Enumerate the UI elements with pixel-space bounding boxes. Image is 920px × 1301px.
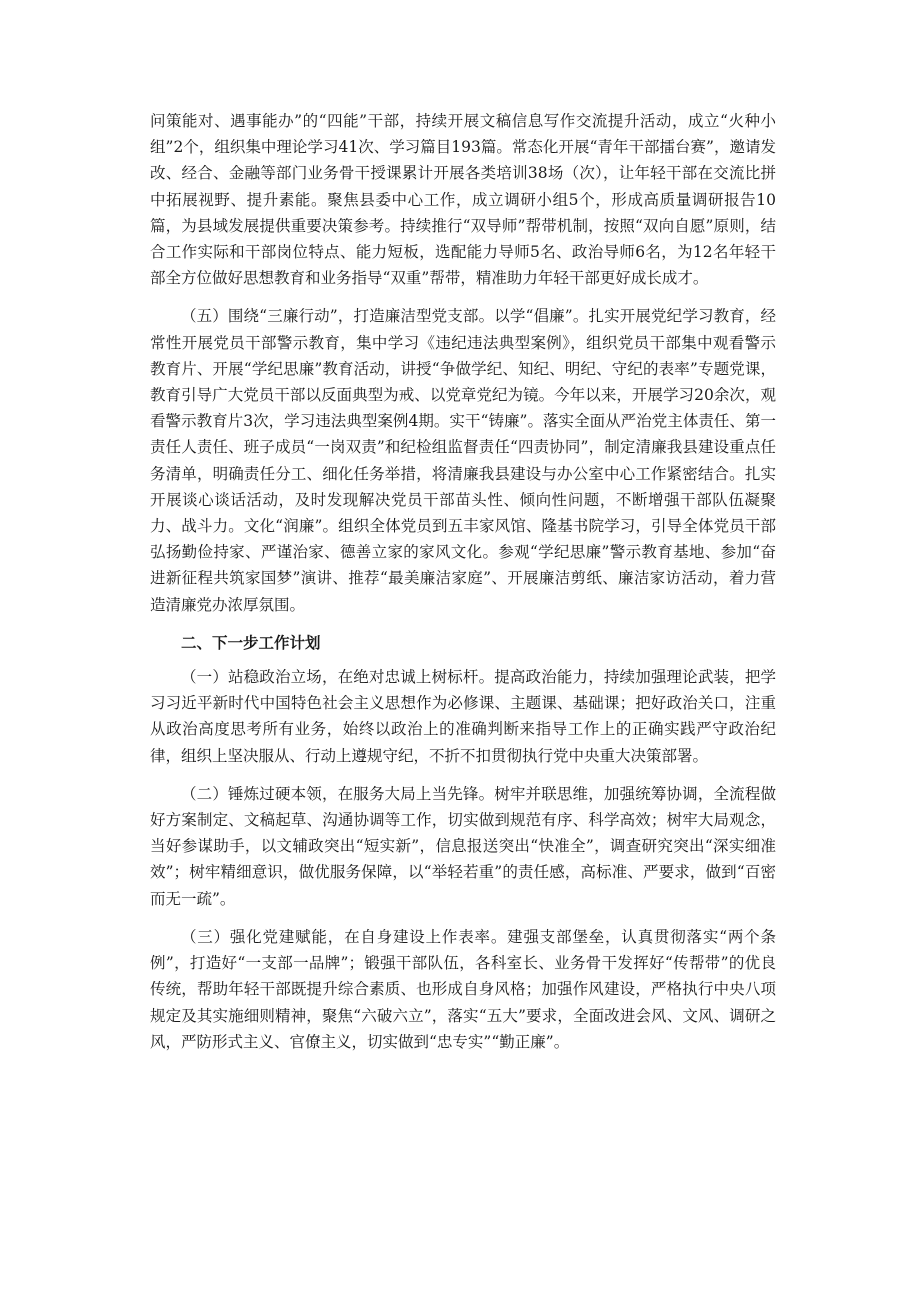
paragraph-party-building: （三）强化党建赋能，在自身建设上作表率。建强支部堡垒，认真贯彻落实“两个条例”，打造好“一支部一品牌”；锻强干部队伍，各科室长、业务骨干发挥好“传帮带”的优良传统，帮助年轻干部既提升综合素质、也形成自身风格；加强作风建设，严格执行中央八项规定及其实施细则精神，聚焦“六破六立”，落实“五大”要求，全面改进会风、文风、调研之风，严防形式主义、官僚主义，切实做到“忠专实”“勤正廉”。 <box>150 927 776 1051</box>
paragraph-political-stance: （一）站稳政治立场，在绝对忠诚上树标杆。提高政治能力，持续加强理论武装，把学习习近平新时代中国特色社会主义思想作为必修课、主题课、基础课；把好政治关口，注重从政治高度思考所有业务，始终以政治上的准确判断来指导工作上的正确实践严守政治纪律，组织上坚决服从、行动上遵规守纪，不折不扣贯彻执行党中央重大决策部署。 <box>150 668 776 765</box>
paragraph-service-overall: （二）锤炼过硬本领，在服务大局上当先锋。树牢并联思维，加强统筹协调，全流程做好方案制定、文稿起草、沟通协调等工作，切实做到规范有序、科学高效；树牢大局观念，当好参谋助手，以文辅政突出“短实新”，信息报送突出“快准全”，调查研究突出“深实细准效”；树牢精细意识，做优服务保障，以“举轻若重”的责任感，高标准、严要求，做到“百密而无一疏”。 <box>150 784 776 908</box>
document-body <box>150 108 776 1067</box>
section-heading-next-plan: 二、下一步工作计划 <box>181 633 321 652</box>
paragraph-cadre-training: 问策能对、遇事能办”的“四能”干部，持续开展文稿信息写作交流提升活动，成立“火种小组”2个，组织集中理论学习41次、学习篇目193篇。常态化开展“青年干部擂台赛”，邀请发改、经合、金融等部门业务骨干授课累计开展各类培训38场（次），让年轻干部在交流比拼中拓展视野、提升素能。聚焦县委中心工作，成立调研小组5个，形成高质量调研报告10篇，为县域发展提供重要决策参考。持续推行“双导师”帮带机制，按照“双向自愿”原则，结合工作实际和干部岗位特点、能力短板，选配能力导师5名、政治导师6名，为12名年轻干部全方位做好思想教育和业务指导“双重”帮带，精准助力年轻干部更好成长成才。 <box>150 112 776 288</box>
paragraph-integrity-party-branch: （五）围绕“三廉行动”，打造廉洁型党支部。以学“倡廉”。扎实开展党纪学习教育，经常性开展党员干部警示教育，集中学习《违纪违法典型案例》，组织党员干部集中观看警示教育片、开展“学纪思廉”教育活动，讲授“争做学纪、知纪、明纪、守纪的表率”专题党课，教育引导广大党员干部以反面典型为戒、以党章党纪为镜。今年以来，开展学习20余次，观看警示教育片3次，学习违法典型案例4期。实干“铸廉”。落实全面从严治党主体责任、第一责任人责任、班子成员“一岗双责”和纪检组监督责任“四责协同”，制定清廉我县建设重点任务清单，明确责任分工、细化任务举措，将清廉我县建设与办公室中心工作紧密结合。扎实开展谈心谈话活动，及时发现解决党员干部苗头性、倾向性问题，不断增强干部队伍凝聚力、战斗力。文化“润廉”。组织全体党员到五丰家风馆、隆基书院学习，引导全体党员干部弘扬勤俭持家、严谨治家、德善立家的家风文化。参观“学纪思廉”警示教育基地、参加“奋进新征程共筑家国梦”演讲、推荐“最美廉洁家庭”、开展廉洁剪纸、廉洁家访活动，着力营造清廉党办浓厚氛围。 <box>150 307 776 614</box>
